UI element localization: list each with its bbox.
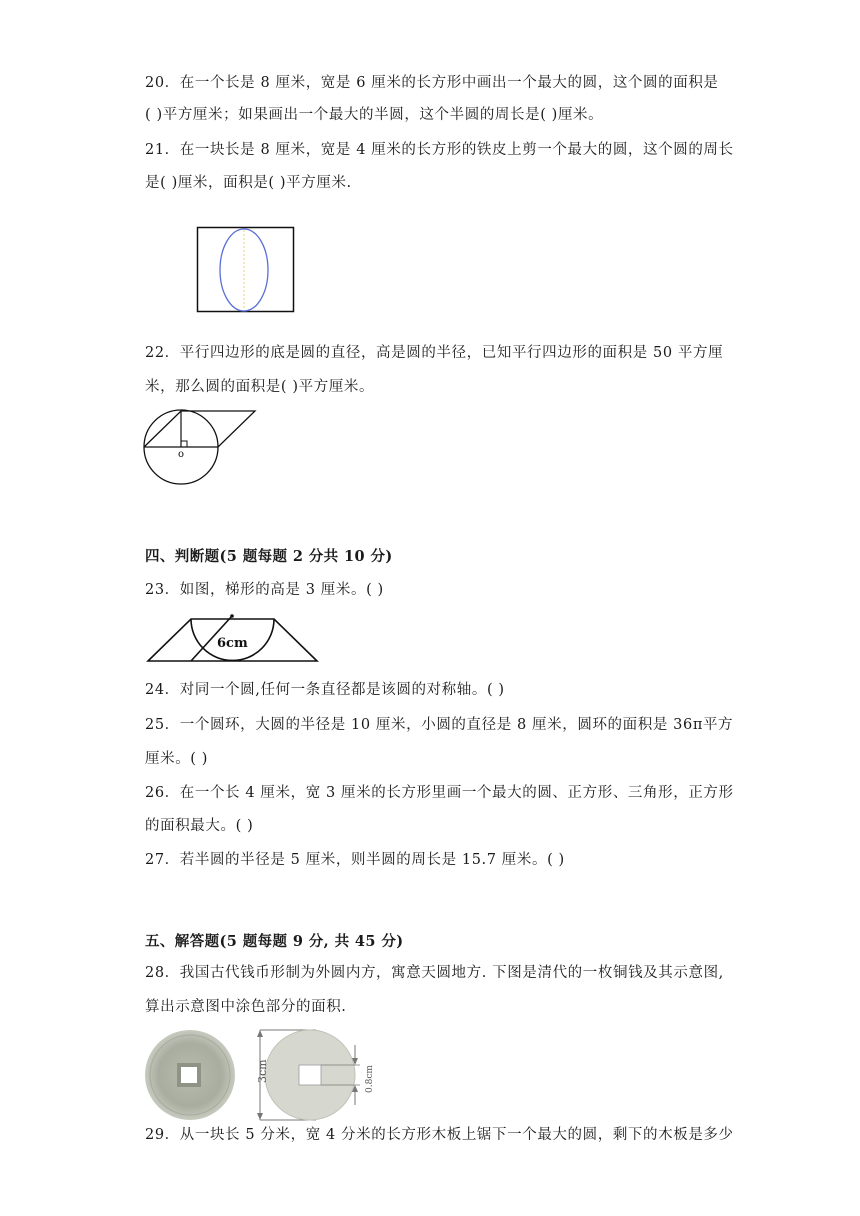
q22-figure-circle-parallelogram <box>143 405 259 490</box>
q22-center-label: o <box>178 449 185 460</box>
q28-coin-photo <box>143 1028 237 1122</box>
q23-text: 23．如图，梯形的高是 3 厘米。( ) <box>145 582 384 598</box>
q23-point <box>230 614 234 618</box>
q27-text: 27．若半圆的半径是 5 厘米，则半圆的周长是 15.7 厘米。( ) <box>145 852 565 868</box>
coin-photo-square-hole <box>181 1067 197 1083</box>
q25-line2: 厘米。( ) <box>145 751 209 767</box>
q28-line1: 28．我国古代钱币形制为外圆内方，寓意天圆地方. 下图是清代的一枚铜钱及其示意图, <box>145 965 724 981</box>
q21-line1: 21．在一块长是 8 厘米，宽是 4 厘米的长方形的铁皮上剪一个最大的圆，这个圆的周长 <box>145 142 734 158</box>
q28-outer-label: 3cm <box>256 1059 269 1083</box>
q23-figure-trapezoid <box>146 614 320 664</box>
section4-title: 四、判断题(5 题每题 2 分共 10 分) <box>145 548 393 565</box>
q21-rectangle <box>198 228 294 312</box>
section5-title: 五、解答题(5 题每题 9 分, 共 45 分) <box>145 933 404 950</box>
q28-line2: 算出示意图中涂色部分的面积. <box>145 999 347 1015</box>
q22-line1: 22．平行四边形的底是圆的直径，高是圆的半径，已知平行四边形的面积是 50 平方厘 <box>145 345 724 361</box>
q23-figure-label: 6cm <box>217 636 248 651</box>
q28-diagram-square-hole <box>299 1065 321 1085</box>
q28-inner-label: 0.8cm <box>365 1065 375 1093</box>
q22-right-angle-mark <box>181 441 187 447</box>
q25-line1: 25．一个圆环，大圆的半径是 10 厘米，小圆的直径是 8 厘米，圆环的面积是 36π平方 <box>145 717 734 733</box>
q24-text: 24．对同一个圆,任何一条直径都是该圆的对称轴。( ) <box>145 682 505 698</box>
q20-line1: 20．在一个长是 8 厘米，宽是 6 厘米的长方形中画出一个最大的圆，这个圆的面积是 <box>145 75 719 91</box>
q22-line2: 米，那么圆的面积是( )平方厘米。 <box>145 379 375 395</box>
q26-line1: 26．在一个长 4 厘米，宽 3 厘米的长方形里画一个最大的圆、正方形、三角形，正方形 <box>145 785 734 801</box>
q20-line2: ( )平方厘米；如果画出一个最大的半圆，这个半圆的周长是( )厘米。 <box>145 107 604 123</box>
q29-line1: 29．从一块长 5 分米，宽 4 分米的长方形木板上锯下一个最大的圆，剩下的木板是多少 <box>145 1127 734 1143</box>
q28-coin-diagram <box>246 1025 386 1125</box>
q21-figure-rect-ellipse <box>196 226 296 314</box>
q26-line2: 的面积最大。( ) <box>145 818 254 834</box>
q21-line2: 是( )厘米，面积是( )平方厘米. <box>145 175 352 191</box>
